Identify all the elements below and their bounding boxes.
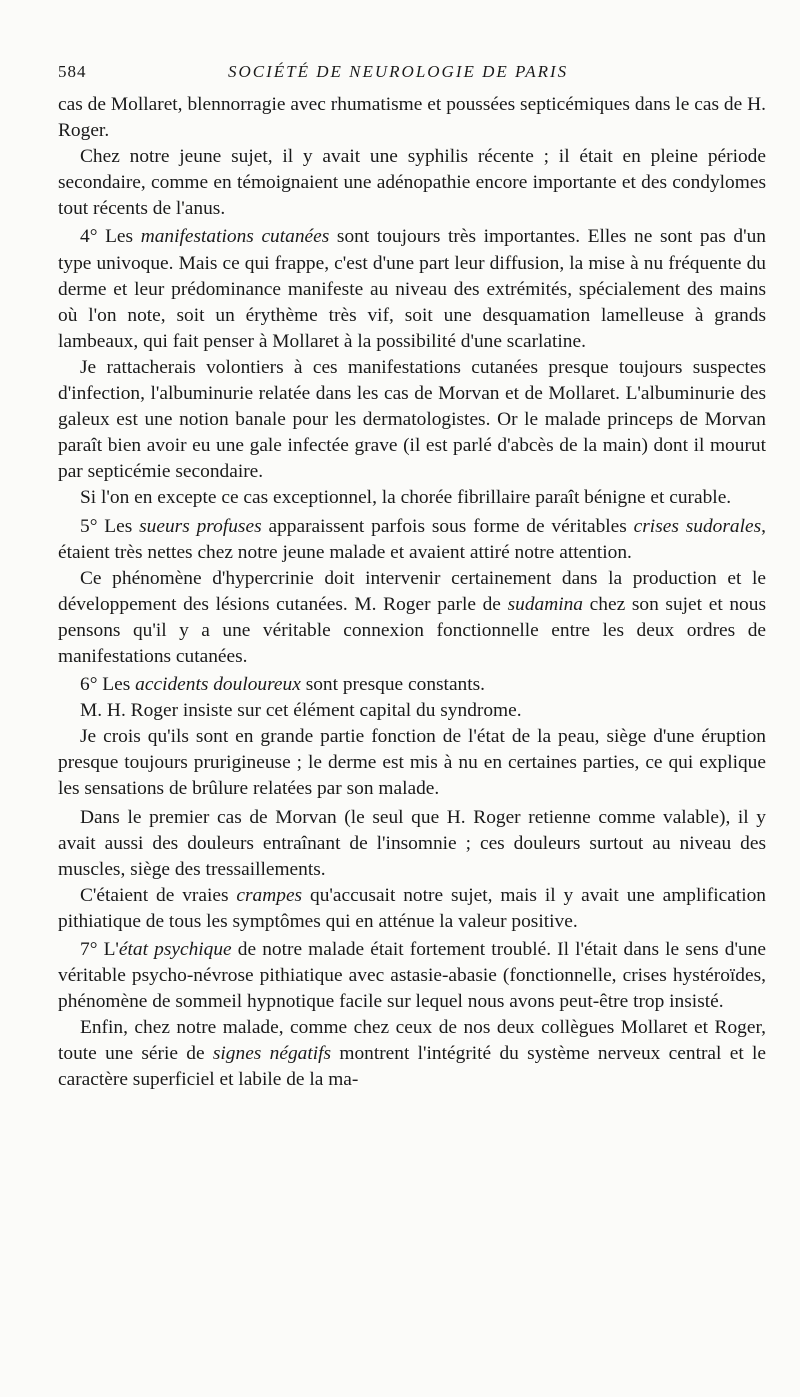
paragraph-profuse-sweating [58, 514, 766, 566]
emphasis: sueurs profuses [139, 515, 262, 537]
paragraph-text: 7° L' [80, 939, 119, 960]
emphasis: état psychique [118, 939, 232, 960]
paragraph-psychic-state [58, 937, 766, 1015]
paragraph-benign-chorea [58, 485, 766, 511]
paragraph-text: Ce phénomène d'hypercrinie doit intervenir certainement dans la production et le développement des lésions cutanées. M. Roger parle de [58, 567, 766, 615]
paragraph-text: , étaient très nettes chez notre jeune malade et avaient attiré notre attention. [58, 515, 767, 563]
emphasis: crampes [236, 884, 303, 906]
paragraph-text: 6° Les [80, 674, 136, 696]
paragraph-text: M. H. Roger insiste sur cet élément capital du syndrome. [80, 700, 522, 722]
paragraph-text: Si l'on en excepte ce cas exceptionnel, la chorée fibrillaire paraît bénigne et curable. [80, 487, 732, 509]
running-header [58, 62, 750, 86]
paragraph-text: Enfin, chez notre malade, comme chez ceux de nos deux collègues Mollaret et Roger, toute une série de [58, 1017, 766, 1065]
paragraph-text: apparaissent parfois sous forme de véritables [261, 515, 634, 537]
paragraph-painful-accidents [58, 672, 766, 698]
paragraph-albuminuria [58, 355, 766, 485]
paragraph-text: chez son sujet et nous pensons qu'il y a une véritable connexion fonctionnelle entre les deux ordres de manifestations cutanées. [58, 593, 766, 667]
paragraph-roger-insists [58, 698, 766, 724]
paragraph-text: sont presque constants. [300, 674, 486, 696]
journal-title: SOCIÉTÉ DE NEUROLOGIE DE PARIS [228, 62, 569, 81]
emphasis: accidents douloureux [135, 674, 301, 696]
paragraph-text: de notre malade était fortement troublé. Il l'était dans le sens d'une véritable psycho-névrose pithiatique avec astasie-abasie (fonctionnelle, crises hystéroïdes, phénomène de sommeil hypnotique facile sur lequel nous avons peut-être trop insisté. [58, 939, 766, 1013]
paragraph-cramps [58, 883, 766, 935]
paragraph-text: C'étaient de vraies [80, 884, 237, 906]
paragraph-skin-state [58, 724, 766, 802]
paragraph-text: Je crois qu'ils sont en grande partie fonction de l'état de la peau, siège d'une éruption presque toujours prurigineuse ; le derme est mis à nu en certaines parties, ce qui explique les sensations de brûlure relatées par son malade. [58, 726, 766, 800]
paragraph-text: Dans le premier cas de Morvan (le seul que H. Roger retienne comme valable), il y avait aussi des douleurs entraînant de l'insomnie ; ces douleurs surtout au niveau des muscles, siège des tressaillements. [58, 806, 766, 880]
emphasis: signes négatifs [212, 1043, 332, 1065]
paragraph-text: montrent l'intégrité du système nerveux central et le caractère superficiel et labile de la ma- [58, 1043, 766, 1091]
paragraph-septicemia [58, 92, 766, 144]
paragraph-syphilis [58, 144, 766, 222]
body-text [58, 92, 766, 1094]
paragraph-negative-signs [58, 1015, 766, 1093]
paragraph-text: 4° Les [80, 226, 141, 248]
paragraph-hypercrinia [58, 566, 766, 670]
paragraph-text: qu'accusait notre sujet, mais il y avait une amplification pithiatique de tous les symptômes qui en atténue la valeur positive. [58, 884, 766, 932]
paragraph-text: Je rattacherais volontiers à ces manifestations cutanées presque toujours suspectes d'infection, l'albuminurie relatée dans les cas de Morvan et de Mollaret. L'albuminurie des galeux est une notion banale pour les dermatologistes. Or le malade princeps de Morvan paraît bien avoir eu une gale infectée grave (il est parlé d'abcès de la main) dont il mourut par septicémie secondaire. [58, 356, 766, 483]
paragraph-text: Chez notre jeune sujet, il y avait une syphilis récente ; il était en pleine période secondaire, comme en témoignaient une adénopathie encore importante et des condylomes tout récents de l'anus. [58, 146, 766, 220]
paragraph-morvan-first-case [58, 805, 766, 883]
paragraph-cutaneous-manifestations [58, 224, 766, 354]
page-number: 584 [58, 62, 87, 81]
paragraph-text: 5° Les [80, 515, 140, 537]
emphasis: sudamina [507, 593, 583, 615]
emphasis: manifestations cutanées [140, 226, 330, 248]
paragraph-text: sont toujours très importantes. Elles ne sont pas d'un type univoque. Mais ce qui frappe, c'est d'une part leur diffusion, la mise à nu fréquente du derme et leur prédominance manifeste au niveau des extrémités, spécialement des mains où l'on note, soit un érythème très vif, soit une desquamation lamelleuse à grands lambeaux, qui fait penser à Mollaret à la possibilité d'une scarlatine. [58, 226, 766, 352]
emphasis: crises sudorales [633, 515, 762, 537]
paragraph-text: cas de Mollaret, blennorragie avec rhumatisme et poussées septicémiques dans le cas de H. Roger. [58, 94, 766, 142]
